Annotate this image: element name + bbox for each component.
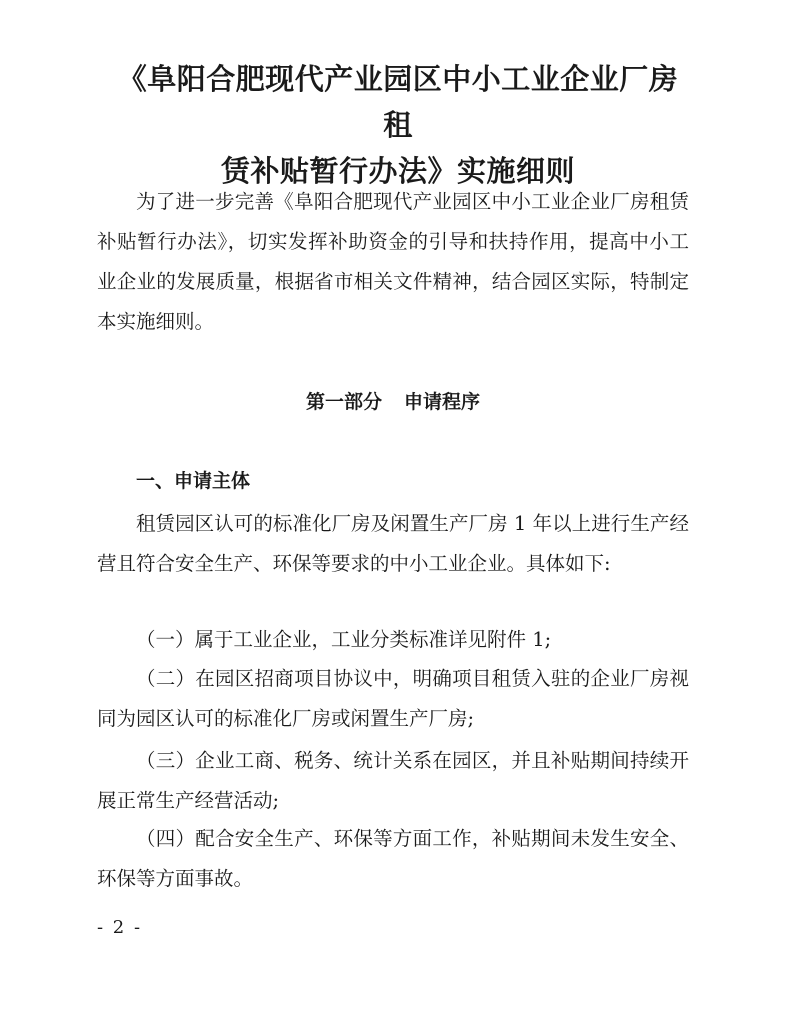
intro-paragraph: 为了进一步完善《阜阳合肥现代产业园区中小工业企业厂房租赁补贴暂行办法》，切实发挥补助资金的引导和扶持作用，提高中小工业企业的发展质量，根据省市相关文件精神，结合园区实际，特制定本实施细则。 [97, 190, 689, 333]
list-item-2: （二）在园区招商项目协议中，明确项目租赁入驻的企业厂房视同为园区认可的标准化厂房或闲置生产厂房; [97, 667, 689, 730]
part-heading [97, 382, 689, 422]
list-item-1: （一）属于工业企业，工业分类标准详见附件 1; [136, 628, 552, 651]
part-number: 第一部分 [305, 391, 382, 413]
part-name: 申请程序 [404, 391, 481, 413]
title-line-2: 赁补贴暂行办法》实施细则 [220, 154, 575, 188]
section-body: 租赁园区认可的标准化厂房及闲置生产厂房 1 年以上进行生产经营且符合安全生产、环保等要求的中小工业企业。具体如下: [97, 512, 689, 575]
section-heading: 一、申请主体 [136, 470, 251, 492]
page-number: - 2 - [97, 917, 143, 938]
title-line-1: 《阜阳合肥现代产业园区中小工业企业厂房租 [117, 62, 679, 142]
document-title [108, 56, 688, 194]
list-item-4: （四）配合安全生产、环保等方面工作，补贴期间未发生安全、环保等方面事故。 [97, 827, 689, 890]
list-item-3: （三）企业工商、税务、统计关系在园区，并且补贴期间持续开展正常生产经营活动; [97, 749, 689, 812]
